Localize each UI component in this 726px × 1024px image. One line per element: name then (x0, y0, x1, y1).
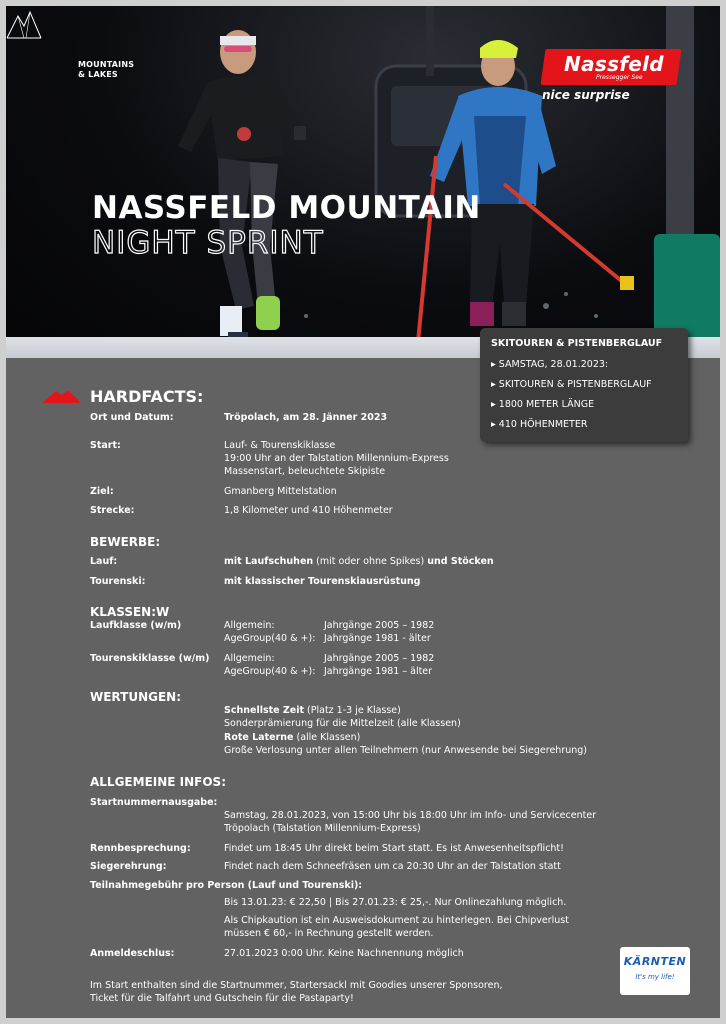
tourenski-label: Tourenski: (90, 576, 146, 587)
sieger-label: Siegerehrung: (90, 861, 167, 872)
ort-label: Ort und Datum: (90, 412, 174, 423)
tourenskiklasse-age-label: AgeGroup(40 & +): (224, 666, 316, 677)
event-infobox (480, 328, 688, 442)
wertung-line-4: Große Verlosung unter allen Teilnehmern (nur Anwesende bei Siegerehrung) (224, 745, 588, 756)
nassfeld-logo-sub: Pressegger See (596, 74, 643, 81)
gebuehr-value: Bis 13.01.23: € 22,50 | Bis 27.01.23: € 25,-. Nur Onlinezahlung möglich. (224, 897, 567, 908)
footer-line-2: Ticket für die Talfahrt und Gutschein für die Pastaparty! (90, 993, 354, 1004)
laufklasse-allg-value: Jahrgänge 2005 – 1982 (324, 620, 435, 631)
start-label: Start: (90, 440, 121, 451)
red-mountain-icon (42, 388, 82, 404)
tourenskiklasse-age-value: Jahrgänge 1981 – älter (324, 666, 433, 677)
mountains-lakes-logo-icon (6, 6, 42, 40)
chip-line-1: Als Chipkaution ist ein Ausweisdokument zu hinterlegen. Bei Chipverlust (224, 915, 569, 926)
start-line-2: 19:00 Uhr an der Talstation Millennium-Express (224, 453, 449, 464)
lauf-value (224, 556, 494, 569)
renn-label: Rennbesprechung: (90, 843, 191, 854)
anmelde-label: Anmeldeschlus: (90, 948, 175, 959)
start-line-3: Massenstart, beleuchtete Skipiste (224, 466, 386, 477)
lauf-value-a: mit Laufschuhen (224, 556, 314, 567)
chip-line-2: müssen € 60,- in Rechnung gestellt werden. (224, 928, 434, 939)
wertung-line-3a: Rote Laterne (224, 732, 294, 743)
poster (6, 6, 720, 1018)
startnr-label: Startnummernausgabe: (90, 797, 218, 808)
strecke-label: Strecke: (90, 505, 135, 516)
bewerbe-heading: BEWERBE: (90, 535, 161, 549)
infobox-line-4: ▸ 410 HÖHENMETER (491, 419, 588, 430)
laufklasse-allg-label: Allgemein: (224, 620, 275, 631)
start-line-1: Lauf- & Tourenskiklasse (224, 440, 336, 451)
startnr-line-1: Samstag, 28.01.2023, von 15:00 Uhr bis 18:00 Uhr im Info- und Servicecenter (224, 810, 597, 821)
wertung-line-3b: (alle Klassen) (293, 732, 361, 743)
tourenski-value: mit klassischer Tourenskiausrüstung (224, 576, 421, 587)
ziel-value: Gmanberg Mittelstation (224, 486, 337, 497)
kaernten-logo-name: KÄRNTEN (623, 955, 687, 968)
infobox-line-3: ▸ 1800 METER LÄNGE (491, 399, 595, 410)
lauf-label: Lauf: (90, 556, 118, 567)
footer-line-1: Im Start enthalten sind die Startnummer, Startersackl mit Goodies unserer Sponsoren, (90, 980, 503, 991)
wertung-line-3 (224, 732, 360, 745)
infobox-line-1: ▸ SAMSTAG, 28.01.2023: (491, 359, 609, 370)
renn-value: Findet um 18:45 Uhr direkt beim Start statt. Es ist Anwesenheitspflicht! (224, 843, 564, 854)
allgemein-heading: ALLGEMEINE INFOS: (90, 775, 226, 789)
tourenskiklasse-allg-label: Allgemein: (224, 653, 275, 664)
hardfacts-heading: HARDFACTS: (90, 387, 204, 406)
mountains-lakes-logo-text: MOUNTAINS & LAKES (78, 60, 135, 79)
klassen-heading: KLASSEN:W (90, 605, 170, 619)
sieger-value: Findet nach dem Schneefräsen um ca 20:30 Uhr an der Talstation statt (224, 861, 561, 872)
laufklasse-age-value: Jahrgänge 1981 - älter (324, 633, 431, 644)
poster-title-line2: NIGHT SPRINT (92, 225, 324, 261)
wertung-line-1 (224, 705, 401, 718)
laufklasse-age-label: AgeGroup(40 & +): (224, 633, 316, 644)
startnr-line-2: Tröpolach (Talstation Millennium-Express) (224, 823, 421, 834)
strecke-value: 1,8 Kilometer und 410 Höhenmeter (224, 505, 393, 516)
wertung-line-2: Sonderprämierung für die Mittelzeit (alle Klassen) (224, 718, 461, 729)
infobox-title: SKITOUREN & PISTENBERGLAUF (491, 338, 663, 349)
nassfeld-claim: nice surprise (542, 88, 630, 102)
wertungen-heading: WERTUNGEN: (90, 690, 181, 704)
tourenskiklasse-allg-value: Jahrgänge 2005 – 1982 (324, 653, 435, 664)
wertung-line-1a: Schnellste Zeit (224, 705, 305, 716)
wertung-line-1b: (Platz 1-3 je Klasse) (304, 705, 401, 716)
nassfeld-logo-name: Nassfeld (564, 52, 664, 76)
infobox-line-2: ▸ SKITOUREN & PISTENBERGLAUF (491, 379, 652, 390)
kaernten-logo (620, 947, 690, 995)
laufklasse-label: Laufklasse (w/m) (90, 620, 182, 631)
poster-title-line1: NASSFELD MOUNTAIN (92, 190, 481, 226)
kaernten-logo-claim: It's my life! (635, 973, 675, 981)
hero-photo (6, 6, 720, 358)
lauf-value-b: (mit oder ohne Spikes) (313, 556, 428, 567)
lauf-value-c: und Stöcken (427, 556, 494, 567)
ort-value: Tröpolach, am 28. Jänner 2023 (224, 412, 388, 423)
tourenskiklasse-label: Tourenskiklasse (w/m) (90, 653, 210, 664)
content-area (6, 358, 720, 1018)
ziel-label: Ziel: (90, 486, 114, 497)
gebuehr-label: Teilnahmegebühr pro Person (Lauf und Tourenski): (90, 880, 363, 891)
anmelde-value: 27.01.2023 0:00 Uhr. Keine Nachnennung möglich (224, 948, 464, 959)
